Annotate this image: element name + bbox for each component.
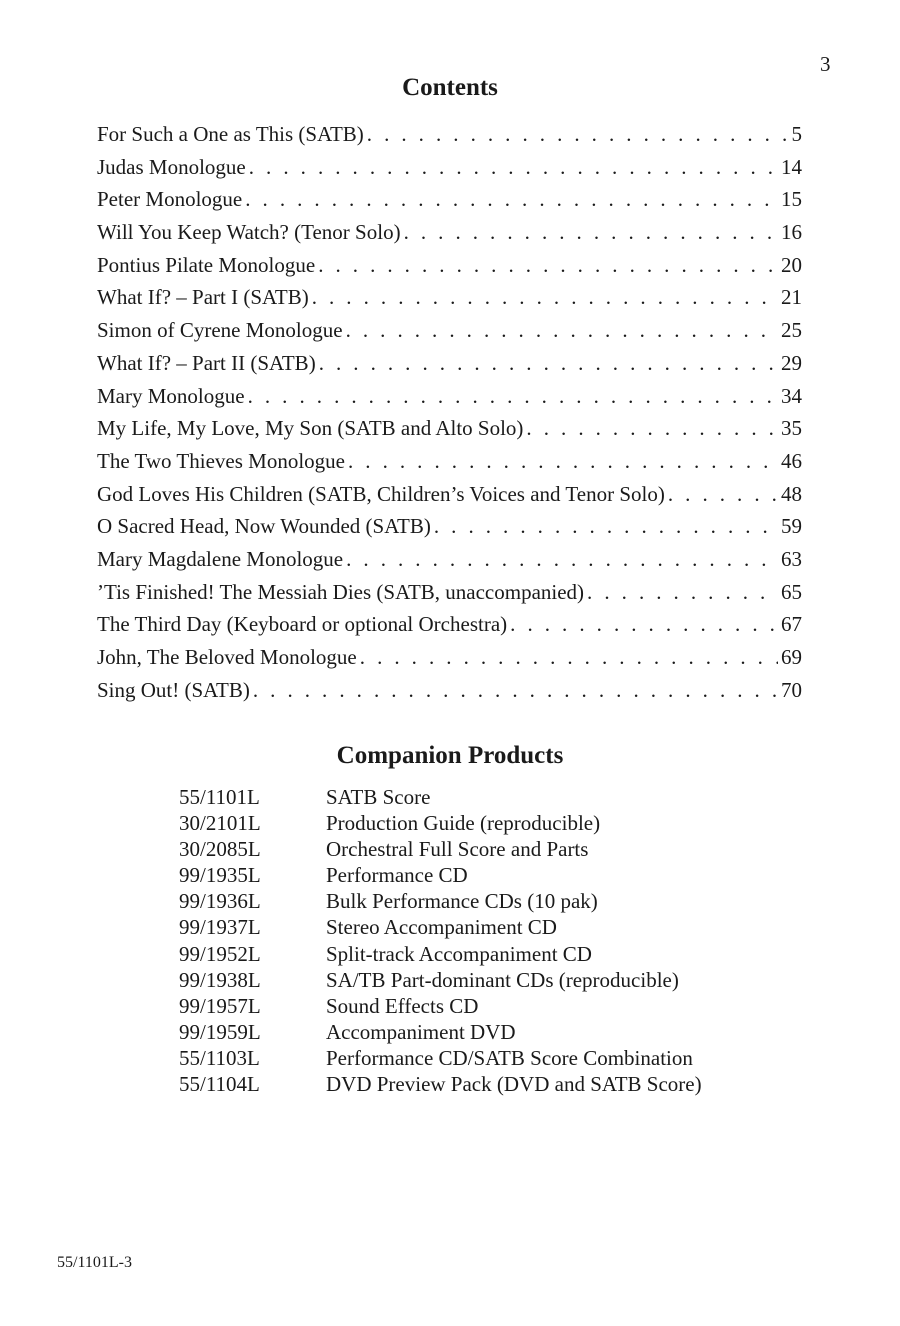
product-code: 55/1104L — [179, 1072, 260, 1097]
product-code: 30/2085L — [179, 837, 261, 862]
product-description: Performance CD/SATB Score Combination — [326, 1045, 693, 1070]
dot-leader — [367, 122, 789, 147]
dot-leader — [348, 449, 778, 474]
product-description: SA/TB Part-dominant CDs (reproducible) — [326, 967, 679, 992]
toc-entry-title: Pontius Pilate Monologue — [97, 252, 316, 277]
toc-entry-page: 35 — [781, 416, 802, 441]
toc-entry — [97, 122, 802, 155]
toc-entry-page: 67 — [781, 612, 802, 637]
toc-entry — [97, 155, 802, 188]
toc-entry-title: My Life, My Love, My Son (SATB and Alto Solo) — [97, 416, 524, 441]
product-description: Sound Effects CD — [326, 993, 479, 1018]
toc-entry — [97, 547, 802, 580]
toc-entry-page: 25 — [781, 318, 802, 343]
dot-leader — [434, 514, 778, 539]
product-description: Orchestral Full Score and Parts — [326, 837, 589, 862]
toc-entry — [97, 580, 802, 613]
toc-entry-title: For Such a One as This (SATB) — [97, 122, 364, 146]
table-of-contents — [97, 122, 802, 710]
dot-leader — [319, 351, 778, 376]
toc-entry-title: O Sacred Head, Now Wounded (SATB) — [97, 514, 431, 539]
toc-entry-title: What If? – Part I (SATB) — [97, 285, 309, 310]
dot-leader — [312, 285, 778, 310]
product-description: Accompaniment DVD — [326, 1019, 516, 1044]
product-row — [179, 915, 702, 941]
footer-catalog-code: 55/1101L-3 — [57, 1254, 132, 1271]
toc-entry — [97, 612, 802, 645]
dot-leader — [253, 678, 778, 703]
product-row — [179, 1046, 702, 1072]
dot-leader — [248, 384, 778, 409]
product-description: SATB Score — [326, 785, 431, 809]
toc-entry — [97, 351, 802, 384]
product-code: 99/1935L — [179, 863, 261, 888]
dot-leader — [245, 187, 778, 212]
toc-entry-page: 48 — [781, 481, 802, 506]
toc-entry-page: 29 — [781, 350, 802, 375]
toc-entry-title: What If? – Part II (SATB) — [97, 350, 316, 375]
toc-entry-title: Mary Monologue — [97, 383, 245, 408]
toc-entry-title: John, The Beloved Monologue — [97, 645, 357, 669]
product-row — [179, 837, 702, 863]
toc-entry — [97, 253, 802, 286]
product-row — [179, 811, 702, 837]
companion-products-heading: Companion Products — [336, 742, 564, 769]
product-code: 55/1103L — [179, 1045, 260, 1070]
toc-entry — [97, 285, 802, 318]
toc-entry — [97, 514, 802, 547]
product-description: Stereo Accompaniment CD — [326, 915, 557, 940]
product-code: 99/1957L — [179, 993, 261, 1018]
product-code: 99/1952L — [179, 941, 261, 966]
dot-leader — [587, 580, 778, 605]
toc-entry-title: Will You Keep Watch? (Tenor Solo) — [97, 220, 401, 245]
dot-leader — [526, 416, 778, 441]
toc-entry-title: Peter Monologue — [97, 187, 243, 212]
dot-leader — [510, 612, 778, 637]
toc-entry-title: The Two Thieves Monologue — [97, 448, 345, 473]
product-row — [179, 994, 702, 1020]
toc-entry — [97, 645, 802, 678]
toc-entry-page: 46 — [781, 448, 802, 473]
toc-entry — [97, 416, 802, 449]
dot-leader — [404, 220, 778, 245]
product-description: Production Guide (reproducible) — [326, 811, 601, 836]
dot-leader — [668, 482, 778, 507]
toc-entry — [97, 678, 802, 711]
toc-entry-page: 63 — [781, 546, 802, 571]
toc-entry-title: The Third Day (Keyboard or optional Orchestra) — [97, 612, 508, 637]
toc-entry-page: 5 — [791, 122, 802, 146]
product-code: 99/1938L — [179, 967, 261, 992]
product-row — [179, 863, 702, 889]
toc-entry — [97, 318, 802, 351]
product-description: Performance CD — [326, 863, 468, 888]
toc-entry-page: 14 — [781, 154, 802, 179]
toc-entry-title: Mary Magdalene Monologue — [97, 546, 344, 571]
toc-entry-title: ’Tis Finished! The Messiah Dies (SATB, unaccompanied) — [97, 579, 585, 604]
toc-entry — [97, 482, 802, 515]
product-code: 30/2101L — [179, 811, 261, 836]
page-number: 3 — [820, 52, 831, 76]
dot-leader — [360, 645, 778, 670]
toc-entry-page: 15 — [781, 187, 802, 212]
toc-entry-page: 59 — [781, 514, 802, 539]
toc-entry-page: 69 — [781, 645, 802, 669]
dot-leader — [318, 253, 778, 278]
dot-leader — [346, 318, 778, 343]
toc-entry-page: 21 — [781, 285, 802, 310]
dot-leader — [249, 155, 778, 180]
product-description: Split-track Accompaniment CD — [326, 941, 592, 966]
toc-entry-page: 16 — [781, 220, 802, 245]
contents-heading: Contents — [402, 74, 498, 101]
toc-entry — [97, 220, 802, 253]
product-row — [179, 1072, 702, 1098]
toc-entry-page: 65 — [781, 579, 802, 604]
toc-entry-page: 70 — [781, 677, 802, 702]
product-row — [179, 889, 702, 915]
toc-entry — [97, 449, 802, 482]
product-description: DVD Preview Pack (DVD and SATB Score) — [326, 1072, 702, 1097]
toc-entry-title: Simon of Cyrene Monologue — [97, 318, 343, 343]
toc-entry-page: 34 — [781, 383, 802, 408]
product-row — [179, 1020, 702, 1046]
toc-entry-page: 20 — [781, 252, 802, 277]
companion-products-list — [179, 785, 702, 1098]
toc-entry-title: Sing Out! (SATB) — [97, 677, 250, 702]
product-code: 55/1101L — [179, 785, 260, 809]
dot-leader — [346, 547, 778, 572]
product-code: 99/1937L — [179, 915, 261, 940]
product-code: 99/1936L — [179, 889, 261, 914]
product-description: Bulk Performance CDs (10 pak) — [326, 889, 598, 914]
toc-entry-title: Judas Monologue — [97, 154, 246, 179]
toc-entry-title: God Loves His Children (SATB, Children’s Voices and Tenor Solo) — [97, 481, 665, 506]
toc-entry — [97, 384, 802, 417]
product-row — [179, 942, 702, 968]
toc-entry — [97, 187, 802, 220]
product-row — [179, 785, 702, 811]
product-row — [179, 968, 702, 994]
product-code: 99/1959L — [179, 1019, 261, 1044]
